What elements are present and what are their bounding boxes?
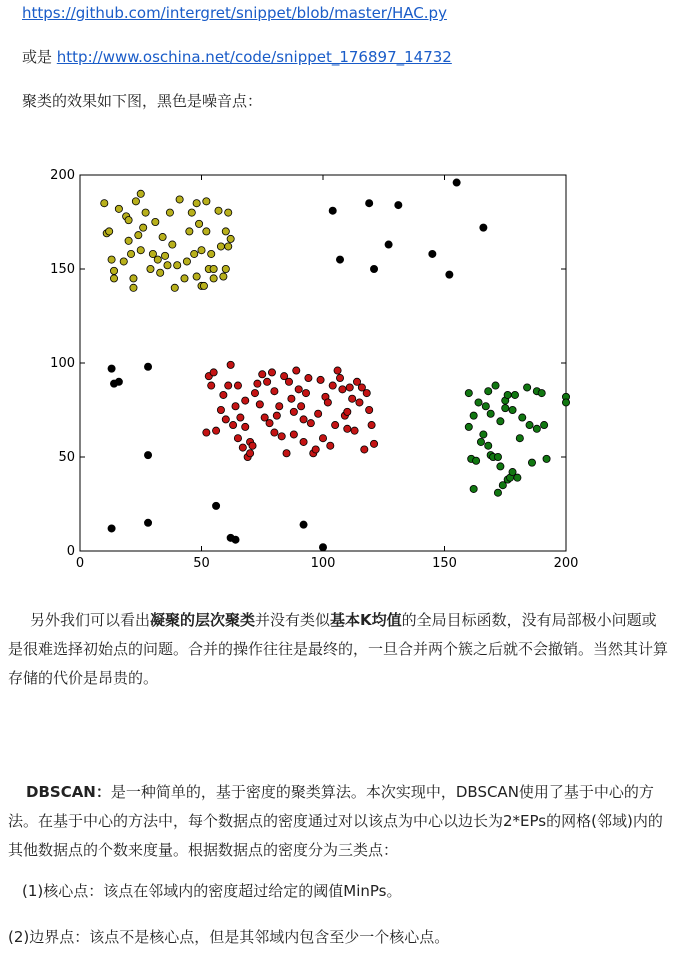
x-tick-label: 50 — [193, 556, 210, 570]
yellow-cluster-point — [125, 217, 132, 224]
yellow-cluster-point — [125, 237, 132, 244]
red-cluster-point — [251, 389, 258, 396]
red-cluster-point — [266, 420, 273, 427]
red-cluster-point — [259, 371, 266, 378]
clustering-scatter-chart — [40, 160, 580, 570]
red-cluster-point — [351, 427, 358, 434]
red-cluster-point — [344, 425, 351, 432]
red-cluster-point — [227, 361, 234, 368]
red-cluster-point — [254, 380, 261, 387]
plot-frame — [80, 175, 566, 551]
yellow-cluster-point — [208, 250, 215, 257]
green-cluster-point — [482, 403, 489, 410]
yellow-cluster-point — [147, 265, 154, 272]
green-cluster-point — [538, 389, 545, 396]
github-link[interactable]: https://github.com/intergret/snippet/blob/master/HAC.py — [22, 4, 447, 22]
yellow-cluster-point — [169, 241, 176, 248]
green-cluster-point — [470, 485, 477, 492]
yellow-cluster-point — [115, 205, 122, 212]
red-cluster-point — [288, 395, 295, 402]
green-cluster-point — [494, 489, 501, 496]
x-tick-label: 0 — [75, 556, 85, 570]
green-cluster-point — [465, 389, 472, 396]
red-cluster-point — [217, 406, 224, 413]
para1-text-c: 并没有类似 — [255, 611, 331, 629]
red-cluster-point — [239, 444, 246, 451]
yellow-cluster-point — [188, 209, 195, 216]
para1-text-e: 的全局目标函数，没有局部极小问题或是很难选择初始点的问题。合并的操作往往是最终的，一旦合并两个簇之后就不会撤销。当然其计算存储的代价是昂贵的。 — [8, 611, 669, 687]
red-cluster-point — [339, 386, 346, 393]
green-cluster-point — [511, 391, 518, 398]
yellow-cluster-point — [152, 218, 159, 225]
noise-cluster-point — [144, 452, 151, 459]
noise-cluster-point — [366, 200, 373, 207]
green-cluster-point — [465, 423, 472, 430]
yellow-cluster-point — [106, 228, 113, 235]
x-tick-label: 150 — [432, 556, 457, 570]
green-cluster-point — [541, 421, 548, 428]
red-cluster-point — [317, 376, 324, 383]
yellow-cluster-point — [176, 196, 183, 203]
yellow-cluster-point — [101, 200, 108, 207]
yellow-cluster-point — [193, 273, 200, 280]
green-cluster-point — [475, 399, 482, 406]
yellow-cluster-point — [198, 247, 205, 254]
red-cluster-point — [307, 420, 314, 427]
red-cluster-point — [370, 440, 377, 447]
yellow-cluster-point — [222, 265, 229, 272]
red-cluster-point — [234, 435, 241, 442]
red-cluster-point — [305, 374, 312, 381]
red-cluster-point — [232, 403, 239, 410]
yellow-cluster-point — [110, 275, 117, 282]
yellow-cluster-point — [200, 282, 207, 289]
red-cluster-point — [295, 386, 302, 393]
red-cluster-point — [344, 408, 351, 415]
noise-cluster-point — [144, 519, 151, 526]
noise-cluster-point — [385, 241, 392, 248]
green-cluster-point — [533, 425, 540, 432]
green-cluster-point — [477, 438, 484, 445]
red-cluster-point — [210, 369, 217, 376]
y-tick-label: 50 — [58, 450, 75, 465]
list-item-core-point — [8, 877, 668, 906]
red-cluster-point — [276, 403, 283, 410]
dbscan-heading: DBSCAN： — [26, 783, 111, 801]
red-cluster-point — [300, 416, 307, 423]
noise-cluster-point — [108, 365, 115, 372]
red-cluster-point — [271, 388, 278, 395]
alternate-link-line — [22, 46, 452, 67]
red-cluster-point — [234, 382, 241, 389]
yellow-cluster-point — [203, 228, 210, 235]
x-tick-label: 200 — [553, 556, 579, 570]
noise-cluster-point — [453, 179, 460, 186]
red-cluster-point — [290, 408, 297, 415]
noise-cluster-point — [319, 544, 326, 551]
red-cluster-point — [220, 391, 227, 398]
yellow-cluster-point — [110, 267, 117, 274]
red-cluster-point — [203, 429, 210, 436]
red-cluster-point — [271, 429, 278, 436]
red-cluster-point — [346, 384, 353, 391]
yellow-cluster-point — [191, 250, 198, 257]
noise-cluster-point — [336, 256, 343, 263]
yellow-cluster-point — [137, 190, 144, 197]
yellow-cluster-point — [108, 256, 115, 263]
red-cluster-point — [324, 399, 331, 406]
red-cluster-point — [366, 406, 373, 413]
yellow-cluster-point — [159, 233, 166, 240]
red-cluster-point — [212, 427, 219, 434]
noise-cluster-point — [300, 521, 307, 528]
yellow-cluster-point — [142, 209, 149, 216]
noise-cluster-point — [329, 207, 336, 214]
intro-text: 聚类的效果如下图，黑色是噪音点： — [22, 92, 263, 110]
green-cluster-point — [485, 442, 492, 449]
red-cluster-point — [356, 399, 363, 406]
green-cluster-point — [487, 410, 494, 417]
para1-bold-kmeans: 基本K均值 — [330, 611, 402, 629]
or-label: 或是 — [22, 48, 57, 66]
oschina-link[interactable]: http://www.oschina.net/code/snippet_176897_14732 — [56, 48, 452, 66]
dbscan-description: 是一种简单的，基于密度的聚类算法。本次实现中，DBSCAN使用了基于中心的方法。在基于中心的方法中，每个数据点的密度通过对以该点为中心以边长为2*EPs的网格(邻域)内的其他数据点的个数来度量。根据数据点的密度分为三类点： — [8, 783, 663, 859]
red-cluster-point — [329, 382, 336, 389]
yellow-cluster-point — [225, 209, 232, 216]
yellow-cluster-point — [220, 273, 227, 280]
red-cluster-point — [298, 403, 305, 410]
border-point-text: (2)边界点：该点不是核心点，但是其邻域内包含至少一个核心点。 — [8, 928, 450, 946]
red-cluster-point — [285, 378, 292, 385]
red-cluster-point — [312, 446, 319, 453]
yellow-cluster-point — [210, 275, 217, 282]
green-cluster-point — [485, 388, 492, 395]
yellow-cluster-point — [130, 284, 137, 291]
red-cluster-point — [336, 374, 343, 381]
red-cluster-point — [334, 367, 341, 374]
red-cluster-point — [242, 397, 249, 404]
yellow-cluster-point — [140, 224, 147, 231]
red-cluster-point — [237, 414, 244, 421]
red-cluster-point — [247, 450, 254, 457]
red-cluster-point — [242, 423, 249, 430]
y-tick-label: 150 — [50, 262, 75, 277]
y-tick-label: 200 — [50, 168, 75, 183]
paragraph-hierarchical-clustering — [8, 606, 668, 693]
green-cluster-point — [519, 414, 526, 421]
green-cluster-point — [472, 457, 479, 464]
noise-cluster-point — [108, 525, 115, 532]
red-cluster-point — [300, 438, 307, 445]
green-cluster-point — [480, 431, 487, 438]
yellow-cluster-point — [217, 243, 224, 250]
red-cluster-point — [293, 367, 300, 374]
red-cluster-point — [229, 421, 236, 428]
green-cluster-point — [492, 382, 499, 389]
green-cluster-point — [526, 421, 533, 428]
noise-cluster-point — [115, 378, 122, 385]
para1-text-a: 另外我们可以看出 — [30, 611, 151, 629]
red-cluster-point — [361, 446, 368, 453]
yellow-cluster-point — [183, 258, 190, 265]
yellow-cluster-point — [157, 269, 164, 276]
yellow-cluster-point — [161, 252, 168, 259]
green-cluster-point — [494, 453, 501, 460]
noise-cluster-point — [144, 363, 151, 370]
yellow-cluster-point — [227, 235, 234, 242]
paragraph-dbscan — [8, 778, 668, 865]
noise-cluster-point — [212, 502, 219, 509]
yellow-cluster-point — [171, 284, 178, 291]
red-cluster-point — [273, 412, 280, 419]
github-link-line — [22, 4, 447, 22]
green-cluster-point — [509, 406, 516, 413]
red-cluster-point — [249, 442, 256, 449]
red-cluster-point — [302, 389, 309, 396]
red-cluster-point — [368, 421, 375, 428]
yellow-cluster-point — [135, 232, 142, 239]
green-cluster-point — [470, 412, 477, 419]
green-cluster-point — [543, 455, 550, 462]
yellow-cluster-point — [193, 200, 200, 207]
red-cluster-point — [315, 410, 322, 417]
noise-cluster-point — [232, 536, 239, 543]
green-cluster-point — [497, 463, 504, 470]
noise-cluster-point — [429, 250, 436, 257]
red-cluster-point — [349, 395, 356, 402]
yellow-cluster-point — [181, 275, 188, 282]
green-cluster-point — [514, 474, 521, 481]
noise-cluster-point — [480, 224, 487, 231]
yellow-cluster-point — [222, 228, 229, 235]
yellow-cluster-point — [174, 262, 181, 269]
red-cluster-point — [264, 378, 271, 385]
red-cluster-point — [208, 382, 215, 389]
noise-cluster-point — [370, 265, 377, 272]
y-tick-label: 0 — [66, 544, 75, 559]
red-cluster-point — [332, 421, 339, 428]
yellow-cluster-point — [154, 256, 161, 263]
yellow-cluster-point — [225, 243, 232, 250]
yellow-cluster-point — [195, 220, 202, 227]
green-cluster-point — [524, 384, 531, 391]
yellow-cluster-point — [130, 275, 137, 282]
red-cluster-point — [225, 382, 232, 389]
x-tick-label: 100 — [310, 556, 336, 570]
red-cluster-point — [327, 442, 334, 449]
red-cluster-point — [256, 401, 263, 408]
yellow-cluster-point — [215, 207, 222, 214]
para1-bold-agglomerative: 凝聚的层次聚类 — [150, 611, 256, 629]
yellow-cluster-point — [186, 228, 193, 235]
red-cluster-point — [290, 431, 297, 438]
noise-cluster-point — [446, 271, 453, 278]
red-cluster-point — [363, 389, 370, 396]
green-cluster-point — [497, 418, 504, 425]
red-cluster-point — [268, 369, 275, 376]
green-cluster-point — [504, 391, 511, 398]
core-point-text: (1)核心点：该点在邻域内的密度超过给定的阈值MinPs。 — [22, 882, 402, 900]
yellow-cluster-point — [166, 209, 173, 216]
yellow-cluster-point — [210, 265, 217, 272]
green-cluster-point — [502, 405, 509, 412]
yellow-cluster-point — [127, 250, 134, 257]
noise-cluster-point — [395, 201, 402, 208]
green-cluster-point — [528, 459, 535, 466]
red-cluster-point — [222, 416, 229, 423]
green-cluster-point — [516, 435, 523, 442]
y-tick-label: 100 — [50, 356, 75, 371]
yellow-cluster-point — [164, 262, 171, 269]
yellow-cluster-point — [137, 247, 144, 254]
yellow-cluster-point — [203, 198, 210, 205]
yellow-cluster-point — [120, 258, 127, 265]
yellow-cluster-point — [132, 198, 139, 205]
red-cluster-point — [319, 435, 326, 442]
list-item-border-point — [8, 923, 668, 952]
green-cluster-point — [562, 399, 569, 406]
red-cluster-point — [283, 450, 290, 457]
red-cluster-point — [278, 433, 285, 440]
